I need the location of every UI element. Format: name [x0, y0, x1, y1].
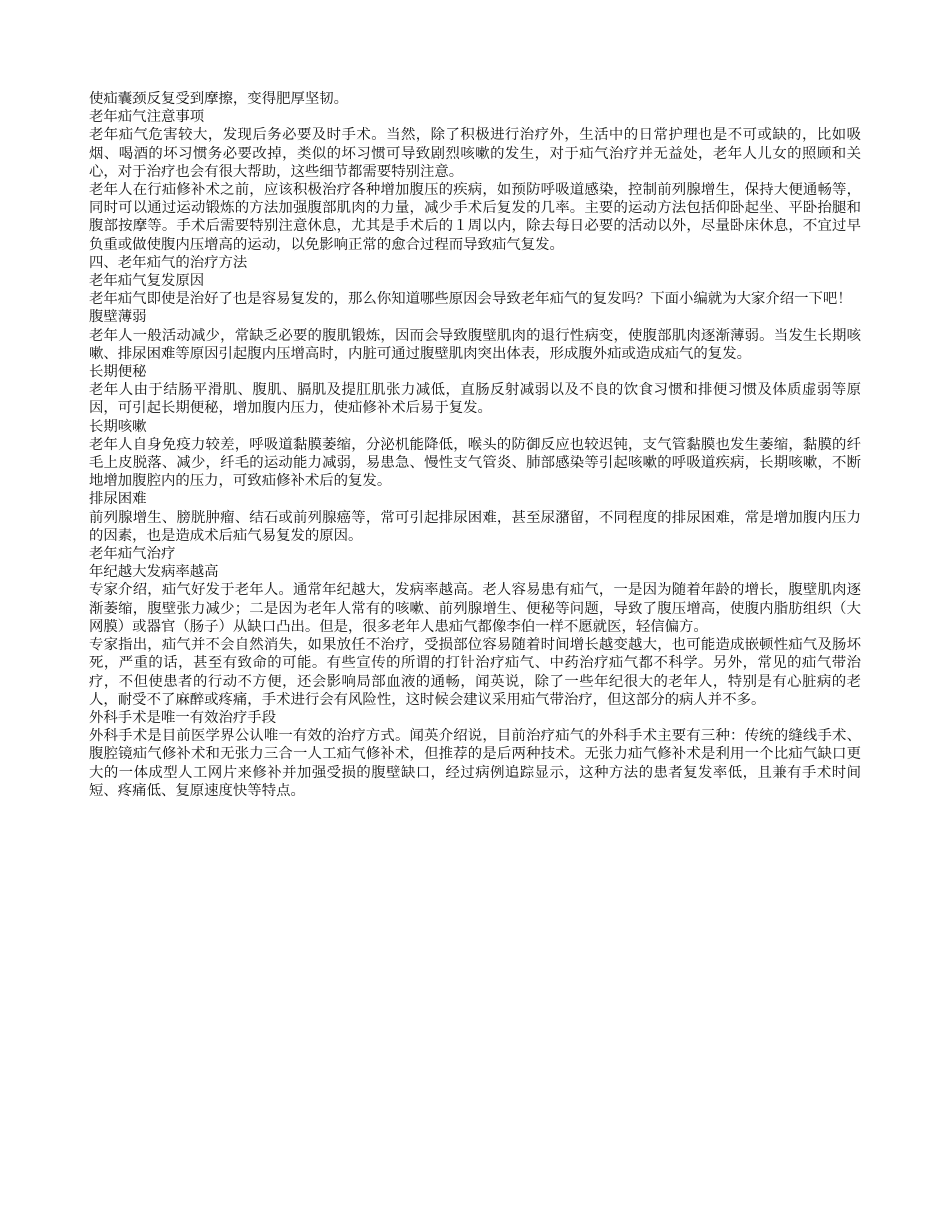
section-heading: 长期咳嗽: [89, 418, 147, 435]
paragraph: 外科手术是目前医学界公认唯一有效的治疗方式。闻英介绍说，目前治疗疝气的外科手术主要有三种：传统的缝线手术、腹腔镜疝气修补术和无张力三合一人工疝气修补术，但推荐的是后两种技术。无张力疝气修补术是利用一个比疝气缺口更大的一体成型人工网片来修补并加强受损的腹壁缺口，经过病例追踪显示，这种方法的患者复发率低，且兼有手术时间短、疼痛低、复原速度快等特点。: [89, 728, 861, 799]
paragraph: 老年人在行疝修补术之前，应该积极治疗各种增加腹压的疾病，如预防呼吸道感染，控制前列腺增生，保持大便通畅等，同时可以通过运动锻炼的方法加强腹部肌肉的力量，减少手术后复发的几率。主要的运动方法包括仰卧起坐、平卧抬腿和腹部按摩等。手术后需要特别注意休息，尤其是手术后的１周以内，除去每日必要的活动以外，尽量卧床休息，不宜过早负重或做使腹内压增高的运动，以免影响正常的愈合过程而导致疝气复发。: [89, 182, 861, 253]
paragraph: 老年疝气即使是治好了也是容易复发的，那么你知道哪些原因会导致老年疝气的复发吗？下面小编就为大家介绍一下吧！: [89, 291, 852, 308]
paragraph: 前列腺增生、膀胱肿瘤、结石或前列腺癌等，常可引起排尿困难，甚至尿潴留，不同程度的排尿困难，常是增加腹内压力的因素，也是造成术后疝气易复发的原因。: [89, 509, 861, 544]
section-heading: 老年疝气注意事项: [89, 109, 205, 126]
paragraph: 使疝囊颈反复受到摩擦，变得肥厚坚韧。: [89, 91, 349, 107]
paragraph: 老年疝气危害较大，发现后务必要及时手术。当然，除了积极进行治疗外，生活中的日常护理也是不可或缺的，比如吸烟、喝酒的坏习惯务必要改掉，类似的坏习惯可导致剧烈咳嗽的发生，对于疝气治疗并无益处，老年人儿女的照顾和关心，对于治疗也会有很大帮助，这些细节都需要特别注意。: [89, 127, 861, 180]
paragraph: 专家指出，疝气并不会自然消失，如果放任不治疗，受损部位容易随着时间增长越变越大，也可能造成嵌顿性疝气及肠坏死，严重的话，甚至有致命的可能。有些宣传的所谓的打针治疗疝气、中药治疗疝气都不科学。另外，常见的疝气带治疗，不但使患者的行动不方便，还会影响局部血液的通畅，闻英说，除了一些年纪很大的老年人，特别是有心脏病的老人，耐受不了麻醉或疼痛，手术进行会有风险性，这时候会建议采用疝气带治疗，但这部分的病人并不多。: [89, 637, 861, 708]
paragraph: 老年人自身免疫力较差，呼吸道黏膜萎缩，分泌机能降低，喉头的防御反应也较迟钝，支气管黏膜也发生萎缩，黏膜的纤毛上皮脱落、减少，纤毛的运动能力减弱，易患急、慢性支气管炎、肺部感染等引起咳嗽的呼吸道疾病，长期咳嗽，不断地增加腹腔内的压力，可致疝修补术后的复发。: [89, 436, 861, 490]
section-heading: 四、老年疝气的治疗方法: [89, 254, 248, 271]
section-heading: 年纪越大发病率越高: [89, 564, 219, 581]
section-heading: 长期便秘: [89, 364, 147, 381]
paragraph: 老年人由于结肠平滑肌、腹肌、膈肌及提肛肌张力减低，直肠反射减弱以及不良的饮食习惯和排便习惯及体质虚弱等原因，可引起长期便秘，增加腹内压力，使疝修补术后易于复发。: [89, 382, 861, 417]
section-heading: 老年疝气复发原因: [89, 273, 205, 290]
section-heading: 排尿困难: [89, 491, 147, 508]
section-heading: 外科手术是唯一有效治疗手段: [89, 709, 277, 726]
document-body: [89, 90, 861, 800]
section-heading: 老年疝气治疗: [89, 546, 176, 563]
section-heading: 腹壁薄弱: [89, 309, 147, 326]
paragraph: 老年人一般活动减少，常缺乏必要的腹肌锻炼，因而会导致腹壁肌肉的退行性病变，使腹部肌肉逐渐薄弱。当发生长期咳嗽、排尿困难等原因引起腹内压增高时，内脏可通过腹壁肌肉突出体表，形成腹外疝或造成疝气的复发。: [89, 327, 861, 362]
paragraph: 专家介绍，疝气好发于老年人。通常年纪越大，发病率越高。老人容易患有疝气，一是因为随着年龄的增长，腹壁肌肉逐渐萎缩，腹壁张力减少；二是因为老年人常有的咳嗽、前列腺增生、便秘等问题，导致了腹压增高，使腹内脂肪组织（大网膜）或器官（肠子）从缺口凸出。但是，很多老年人患疝气都像李伯一样不愿就医，轻信偏方。: [89, 582, 861, 635]
